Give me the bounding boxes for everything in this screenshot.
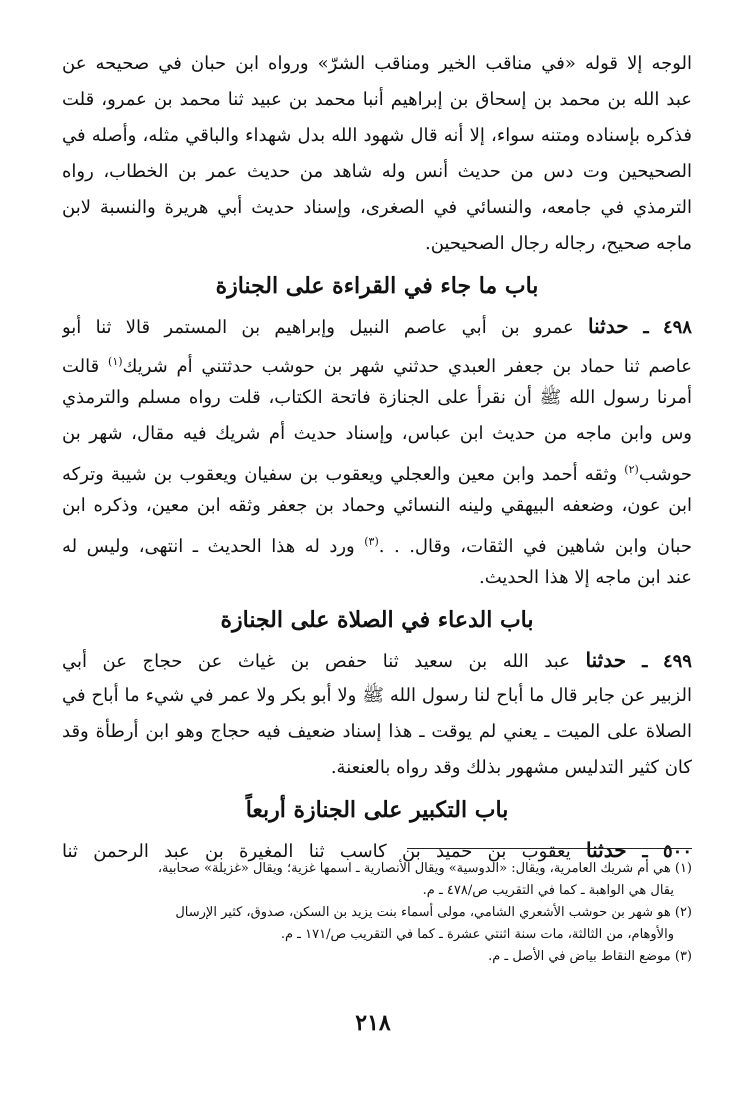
- footnote-3: (٣) موضع النقاط بياض في الأصل ـ م.: [488, 949, 692, 964]
- hadith-number: ٤٩٩: [662, 651, 692, 672]
- intro-line-1: الوجه إلا قوله «في مناقب الخير ومناقب الشرّ» ورواه ابن حبان في صحيحه عن: [62, 53, 692, 74]
- footnote-divider: [407, 848, 692, 849]
- footnote-ref: (١): [108, 355, 123, 368]
- hadith-499-line-2: الزبير عن جابر قال ما أباح لنا رسول الله ﷺ ولا أبو بكر ولا عمر في شيء ما أباح في: [62, 685, 692, 706]
- hadith-498-line-1: ٤٩٨ ـ حدثنا عمرو بن أبي عاصم النبيل وإبراهيم بن المستمر قالا ثنا أبو: [62, 314, 692, 338]
- footnote-2-cont: والأوهام، من الثالثة، مات سنة اثنتي عشرة ـ كما في التقريب ص/١٧١ ـ م.: [280, 927, 674, 942]
- hadith-500-line-1: ٥٠٠ ـ حدثنا يعقوب بن حميد بن كاسب ثنا المغيرة بن عبد الرحمن ثنا: [62, 838, 692, 862]
- intro-line-5: الترمذي في جامعه، والنسائي في الصغرى، وإسناد حديث أبي هريرة والنسبة لابن: [62, 197, 692, 218]
- section-heading-reading: باب ما جاء في القراءة على الجنازة: [215, 273, 539, 299]
- footnote-1: (١) هي أم شريك العامرية، ويقال: «الدوسية» ويقال الأنصارية ـ اسمها غزية؛ ويقال «غزيلة» صحابية،: [157, 861, 692, 876]
- hadith-number: ٥٠٠: [662, 841, 692, 862]
- section-heading-takbir: باب التكبير على الجنازة أربعاً: [245, 797, 509, 823]
- page-number: ٢١٨: [355, 1010, 391, 1036]
- footnote-2: (٢) هو شهر بن حوشب الأشعري الشامي، مولى أسماء بنت يزيد بن السكن، صدوق، كثير الإرسال: [175, 905, 692, 920]
- hadith-text: عمرو بن أبي عاصم النبيل وإبراهيم بن المستمر قالا ثنا أبو: [62, 317, 574, 338]
- hadith-498-line-7: حبان وابن شاهين في الثقات، وقال. . .$^{(٣)}$ ورد له هذا الحديث ـ انتهى، وليس له: [62, 535, 692, 557]
- intro-line-4: الصحيحين وت دس من حديث أنس وله شاهد من حديث عمر بن الخطاب، رواه: [62, 161, 692, 182]
- main-text: [62, 46, 692, 868]
- hadith-498-line-6: ابن عون، وضعفه البيهقي ولينه النسائي وحماد بن جعفر وثقه ابن معين، وذكره ابن: [62, 495, 692, 516]
- intro-line-6: ماجه صحيح، رجاله رجال الصحيحين.: [425, 233, 692, 254]
- hadith-text: عبد الله بن سعيد ثنا حفص بن غياث عن حجاج عن أبي: [62, 651, 570, 672]
- hadith-keyword: حدثنا: [585, 648, 627, 672]
- hadith-498-line-4: وس وابن ماجه من حديث ابن عباس، وإسناد حديث أم شريك فيه مقال، شهر بن: [62, 423, 692, 444]
- footnote-1-cont: يقال هي الواهبة ـ كما في التقريب ص/٤٧٨ ـ م.: [422, 883, 674, 898]
- hadith-498-line-8: عند ابن ماجه إلا هذا الحديث.: [478, 567, 692, 588]
- footnotes: [54, 858, 692, 968]
- hadith-498-line-2: عاصم ثنا حماد بن جعفر العبدي حدثني شهر بن حوشب حدثتني أم شريك$^{(١)}$ قالت: [62, 355, 692, 377]
- footnote-ref: (٣): [364, 535, 379, 548]
- hadith-499-line-3: الصلاة على الميت ـ يعني لم يوقت ـ هذا إسناد ضعيف فيه حجاج وهو ابن أرطأة وقد: [62, 721, 692, 742]
- intro-line-3: فذكره بإسناده ومتنه سواء، إلا أنه قال شهود الله بدل شهداء والباقي مثله، وأصله في: [62, 125, 692, 146]
- hadith-keyword: حدثنا: [588, 314, 629, 338]
- hadith-498-line-3: أمرنا رسول الله ﷺ أن نقرأ على الجنازة فاتحة الكتاب، قلت رواه مسلم والترمذي: [62, 387, 692, 408]
- section-heading-supplication: باب الدعاء في الصلاة على الجنازة: [220, 607, 534, 633]
- intro-line-2: عبد الله بن محمد بن إسحاق بن إبراهيم أنبا محمد بن عبيد ثنا محمد بن عمرو، قلت: [62, 89, 692, 110]
- hadith-text: يعقوب بن حميد بن كاسب ثنا المغيرة بن عبد الرحمن ثنا: [62, 841, 571, 862]
- hadith-keyword: حدثنا: [586, 838, 627, 862]
- hadith-number: ٤٩٨: [662, 317, 692, 338]
- hadith-499-line-4: كان كثير التدليس مشهور بذلك وقد رواه بالعنعنة.: [330, 757, 692, 778]
- hadith-498-line-5: حوشب$^{(٢)}$ وثقه أحمد وابن معين والعجلي ويعقوب بن سفيان ويعقوب بن شيبة وتركه: [62, 463, 692, 485]
- footnote-ref: (٢): [624, 463, 639, 476]
- hadith-499-line-1: ٤٩٩ ـ حدثنا عبد الله بن سعيد ثنا حفص بن غياث عن حجاج عن أبي: [62, 648, 692, 672]
